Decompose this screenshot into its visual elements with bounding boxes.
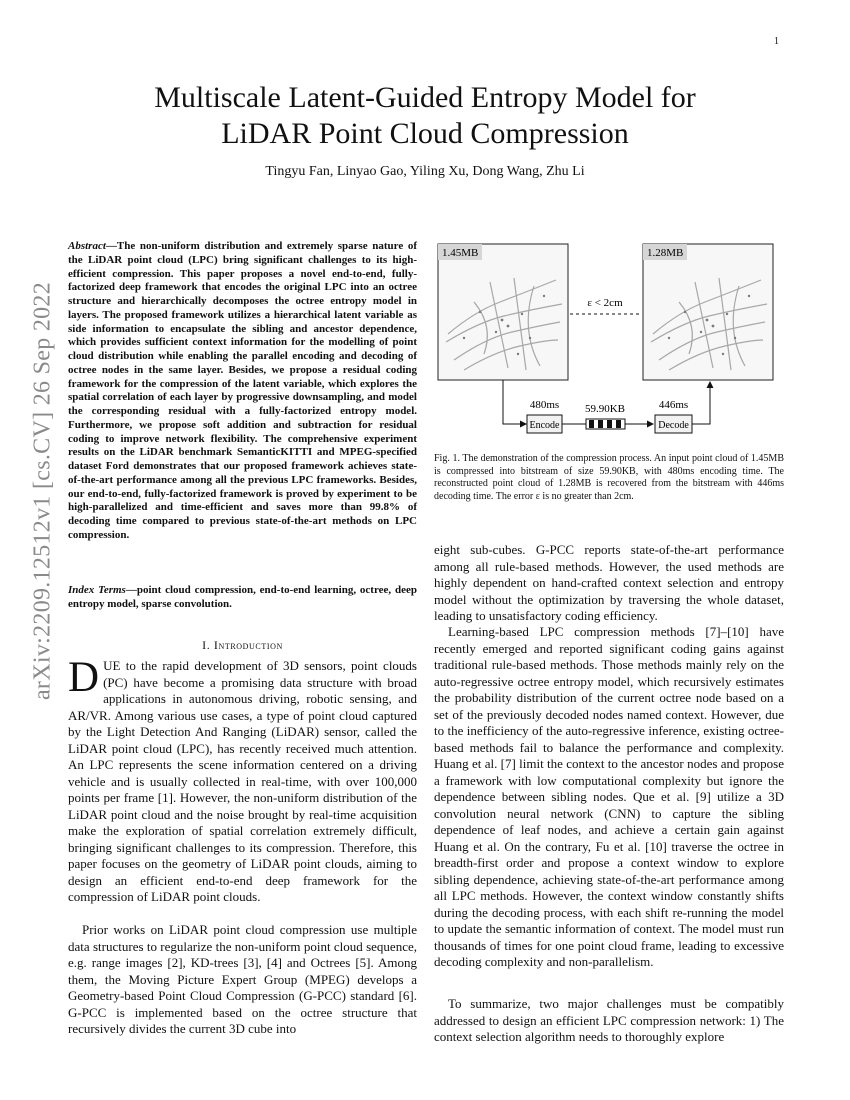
output-size-label: 1.28MB bbox=[647, 247, 684, 259]
intro-paragraph-2-text: Prior works on LiDAR point cloud compression use multiple data structures to regularize the non-uniform point cloud sequence, e.g. range images [2], KD-trees [3], [4] and Octrees [5]. Among them, the Moving Picture Expert Group (MPEG) develops a Geometry-based Point Cloud Compression (G-PCC) standard [6]. G-PCC is implemented based on the octree structure that recursively divides the current 3D cube into bbox=[68, 922, 417, 1036]
error-label: ε < 2cm bbox=[587, 297, 623, 309]
index-terms bbox=[68, 584, 417, 611]
encode-input-arrow bbox=[503, 380, 526, 424]
author-list: Tingyu Fan, Linyao Gao, Yiling Xu, Dong Wang, Zhu Li bbox=[265, 164, 585, 179]
section-heading: I. Introduction bbox=[202, 638, 283, 652]
intro-paragraph-2 bbox=[68, 922, 417, 1038]
arxiv-sidebar bbox=[18, 281, 68, 701]
right-paragraph-2-text: Learning-based LPC compression methods [7]–[10] have recently emerged and reported significant coding gains against traditional rule-based methods. Those methods mainly rely on the auto-regressive octree entropy model, which recursively estimates the probability distribution of the current octree node based on a set of the previously decoded nodes named context. However, due to the inefficiency of the auto-regressive inference, existing octree-based methods fail to balance the performance and complexity. Huang et al. [7] limit the context to the ancestor nodes and propose a framework with low computational complexity but ignore the dependence between sibling nodes. Que et al. [9] utilize a 3D convolution neural network (CNN) to capture the sibling dependence of leaf nodes, and achieve a certain gain against Huang et al. On the contrary, Fu et al. [10] traverse the octree in breadth-first order and propose a context window to explore sibling dependence, achieving state-of-the-art performance among all LPC methods. However, the context window constantly shifts during the decoding process, with each shift re-running the model to update the semantic information of context. The model must run thousands of times for one point cloud frame, leading to excessive decoding complexity and non-parallelism. bbox=[434, 624, 784, 969]
page-number: 1 bbox=[774, 36, 779, 47]
title-line-2: LiDAR Point Cloud Compression bbox=[221, 117, 629, 150]
abstract-text: —The non-uniform distribution and extremely sparse nature of the LiDAR point cloud (LPC) bring significant challenges to its high-efficient compression. This paper proposes a novel end-to-end, fully-factorized deep framework that encodes the original LPC into an octree structure and hierarchically decomposes the octree entropy model in layers. The proposed framework utilizes a hierarchical latent variable as side information to encapsulate the sibling and ancestor dependence, which provides sufficient context information for the modelling of point cloud distribution while enabling the parallel encoding and decoding of octree nodes in the same layer. Besides, we propose a residual coding framework for the compression of the latent variable, which explores the spatial correlation of each layer by progressive downsampling, and model the corresponding residual with a fully-factorized entropy model. Furthermore, we propose soft addition and subtraction for residual coding to improve network flexibility. The comprehensive experiment results on the LiDAR benchmark SemanticKITTI and MPEG-specified dataset Ford demonstrates that our proposed framework achieves state-of-the-art performance among all the previous LPC frameworks. Besides, our end-to-end, fully-factorized framework is proved by experiment to be high-parallelized and time-efficient and saves more than 99.8% of decoding time compared to previous state-of-the-art methods on LPC compression. bbox=[68, 240, 417, 541]
right-paragraph-3 bbox=[434, 996, 784, 1046]
figure-1 bbox=[434, 242, 784, 447]
paper-title bbox=[60, 80, 790, 152]
bitstream-size: 59.90KB bbox=[584, 403, 626, 415]
intro-paragraph-1 bbox=[68, 654, 417, 906]
right-paragraph-1 bbox=[434, 542, 784, 625]
abstract-label: Abstract bbox=[68, 240, 106, 252]
abstract bbox=[68, 240, 417, 543]
right-paragraph-1-text: eight sub-cubes. G-PCC reports state-of-the-art performance among all rule-based methods. However, the used methods are highly dependent on hand-crafted context selection and entropy model without the optimization by traversing the whole dataset, leading to unsatisfactory coding efficiency. bbox=[434, 542, 784, 623]
decode-time: 446ms bbox=[658, 399, 689, 411]
bitstream bbox=[586, 419, 625, 429]
encode-label: Encode bbox=[529, 420, 560, 431]
figure-caption: Fig. 1. The demonstration of the compression process. An input point cloud of 1.45MB is compressed into bitstream of size 59.90KB, with 480ms encoding time. The reconstructed point cloud of 1.28MB is recovered from the bitstream with 446ms decoding time. The error ε is no greater than 2cm. bbox=[434, 453, 784, 502]
reconstructed-point-cloud bbox=[643, 244, 773, 380]
right-paragraph-3-text: To summarize, two major challenges must be compatibly addressed to design an efficient LPC compression network: 1) The context selection algorithm needs to thoroughly explore bbox=[434, 996, 784, 1044]
drop-cap: D bbox=[68, 654, 100, 701]
right-paragraph-2 bbox=[434, 624, 784, 971]
index-terms-label: Index Terms bbox=[68, 584, 126, 596]
decode-label: Decode bbox=[658, 420, 689, 431]
index-terms-text: —point cloud compression, end-to-end learning, octree, deep entropy model, sparse convolution. bbox=[68, 584, 417, 610]
intro-paragraph-1-text: UE to the rapid development of 3D sensors, point clouds (PC) have become a promising data structure with broad applications in autonomous driving, robotic sensing, and AR/VR. Among various use cases, a type of point cloud captured by the Light Detection And Ranging (LiDAR) sensor, called the LiDAR point cloud (LPC), has recently received much attention. An LPC represents the scene information centered on a driving vehicle and is usually collected in real-time, with over 100,000 points per frame [1]. However, the non-uniform distribution of the LiDAR point cloud and the noise brought by real-time acquisition make the exploration of spatial correlation extremely difficult, bringing significant challenges to its compression. Therefore, this paper focuses on the geometry of LiDAR point clouds, aiming to design an efficient end-to-end deep framework for the compression of LiDAR point clouds. bbox=[68, 658, 417, 904]
decode-output-arrow bbox=[692, 382, 710, 424]
title-line-1: Multiscale Latent-Guided Entropy Model for bbox=[154, 81, 696, 114]
encode-time: 480ms bbox=[529, 399, 560, 411]
input-point-cloud bbox=[438, 244, 568, 380]
compression-diagram bbox=[434, 242, 784, 447]
input-size-label: 1.45MB bbox=[442, 247, 479, 259]
arxiv-stamp: arXiv:2209.12512v1 [cs.CV] 26 Sep 2022 bbox=[29, 281, 56, 701]
